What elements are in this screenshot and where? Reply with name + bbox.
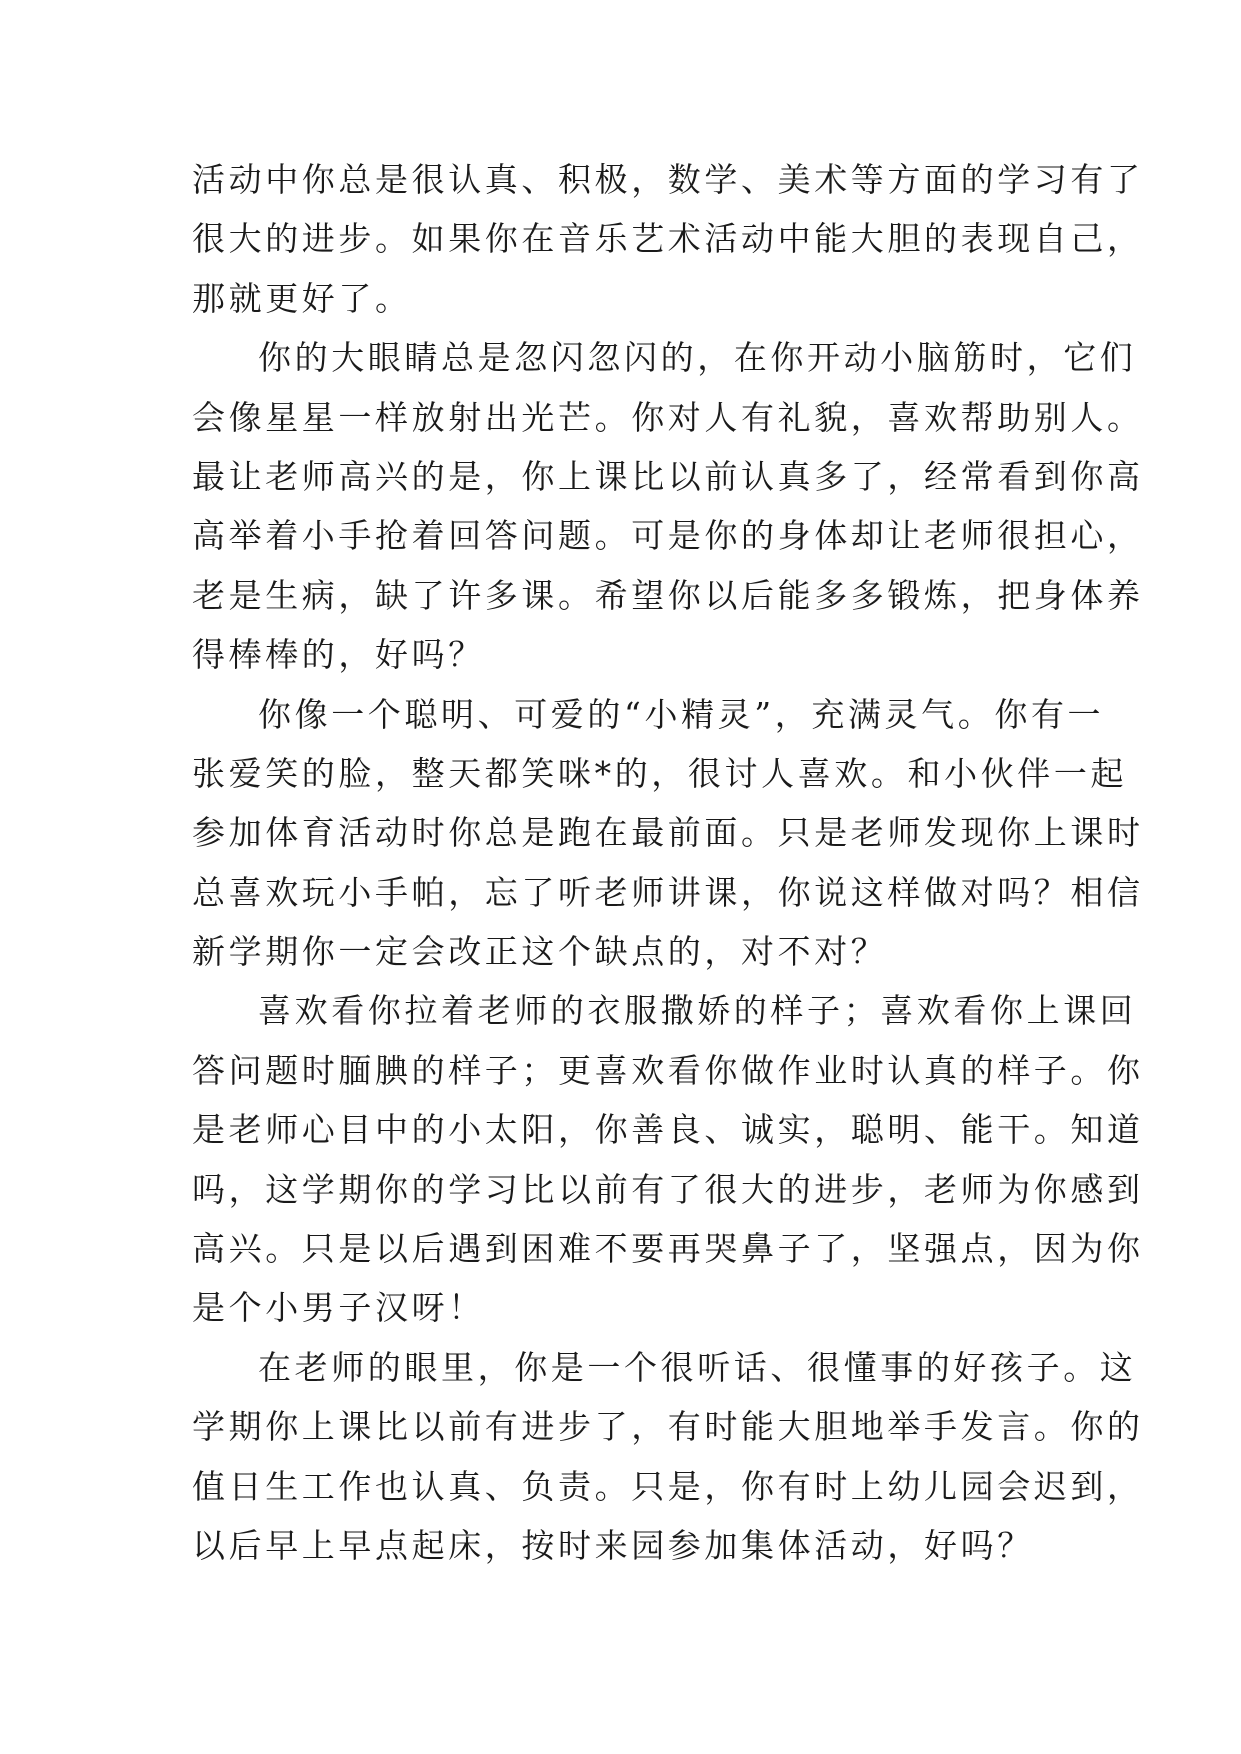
text-line: 高兴。只是以后遇到困难不要再哭鼻子了，坚强点，因为你: [192, 1229, 1144, 1269]
text-line: 新学期你一定会改正这个缺点的，对不对？: [192, 932, 888, 972]
document-body: [192, 150, 1144, 1575]
paragraph-5: [192, 1338, 1144, 1576]
text-line: 是老师心目中的小太阳，你善良、诚实，聪明、能干。知道: [192, 1110, 1144, 1150]
text-line: 是个小男子汉呀！: [192, 1288, 485, 1328]
text-line: 你像一个聪明、可爱的“小精灵”，充满灵气。你有一: [258, 694, 1105, 734]
paragraph-4: [192, 981, 1144, 1337]
text-line: 高举着小手抢着回答问题。可是你的身体却让老师很担心，: [192, 516, 1144, 556]
text-line: 学期你上课比以前有进步了，有时能大胆地举手发言。你的: [192, 1407, 1144, 1447]
text-line: 在老师的眼里，你是一个很听话、很懂事的好孩子。这: [258, 1347, 1137, 1387]
text-line: 得棒棒的，好吗？: [192, 635, 485, 675]
text-line: 最让老师高兴的是，你上课比以前认真多了，经常看到你高: [192, 456, 1144, 496]
text-line: 吗，这学期你的学习比以前有了很大的进步，老师为你感到: [192, 1169, 1144, 1209]
text-line: 答问题时腼腆的样子；更喜欢看你做作业时认真的样子。你: [192, 1050, 1144, 1090]
text-line: 那就更好了。: [192, 278, 412, 318]
text-line: 值日生工作也认真、负责。只是，你有时上幼儿园会迟到，: [192, 1466, 1144, 1506]
text-line: 很大的进步。如果你在音乐艺术活动中能大胆的表现自己，: [192, 219, 1144, 259]
text-line: 活动中你总是很认真、积极，数学、美术等方面的学习有了: [192, 160, 1144, 199]
text-line: 你的大眼睛总是忽闪忽闪的，在你开动小脑筋时，它们: [258, 338, 1137, 378]
paragraph-3: [192, 685, 1144, 982]
text-line: 喜欢看你拉着老师的衣服撒娇的样子；喜欢看你上课回: [258, 991, 1137, 1031]
text-line: 会像星星一样放射出光芒。你对人有礼貌，喜欢帮助别人。: [192, 397, 1144, 437]
paragraph-1: [192, 150, 1144, 328]
text-line: 以后早上早点起床，按时来园参加集体活动，好吗？: [192, 1525, 1034, 1565]
text-line: 张爱笑的脸，整天都笑咪*的，很讨人喜欢。和小伙伴一起: [192, 753, 1128, 793]
text-line: 参加体育活动时你总是跑在最前面。只是老师发现你上课时: [192, 813, 1144, 853]
text-line: 总喜欢玩小手帕，忘了听老师讲课，你说这样做对吗？相信: [192, 872, 1144, 912]
text-line: 老是生病，缺了许多课。希望你以后能多多锻炼，把身体养: [192, 575, 1144, 615]
paragraph-2: [192, 328, 1144, 684]
